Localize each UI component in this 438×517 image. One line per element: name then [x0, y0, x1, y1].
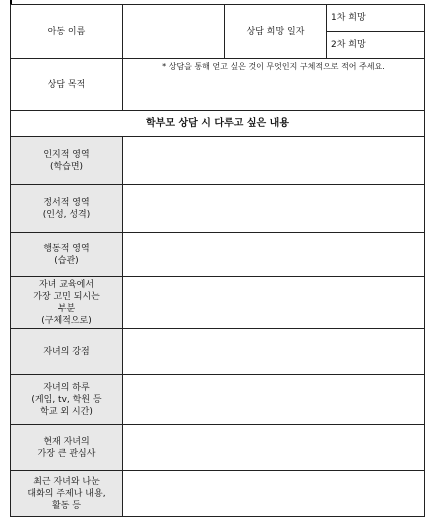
row-label-behavioral	[11, 233, 123, 277]
purpose-label: 상담 목적	[11, 59, 123, 111]
row-label-line: 현재 자녀의	[43, 436, 90, 447]
second-choice-field[interactable]	[327, 32, 425, 59]
row-label-line: 최근 자녀와 나눈	[33, 476, 100, 487]
answer-field-strengths[interactable]	[123, 329, 425, 375]
purpose-field[interactable]	[123, 59, 425, 111]
row-emotional	[11, 185, 425, 233]
child-name-field[interactable]	[123, 5, 225, 59]
first-choice-field[interactable]	[327, 5, 425, 32]
row-label-line: (인성, 성격)	[42, 209, 91, 220]
section-title: 학부모 상담 시 다루고 싶은 내용	[11, 111, 425, 137]
first-choice-label: 1차 희망	[331, 13, 366, 23]
row-label-daily	[11, 375, 123, 425]
row-label-line: 대화의 주제나 내용,	[27, 488, 106, 499]
row-label-line: 행동적 영역	[43, 243, 90, 254]
row-cognitive	[11, 137, 425, 185]
row-label-line: 자녀의 하루	[43, 382, 90, 393]
consultation-form	[10, 4, 424, 512]
row-label-line: 정서적 영역	[43, 197, 90, 208]
date-label: 상담 희망 일자	[225, 5, 327, 59]
row-label-conversation	[11, 471, 123, 517]
purpose-row	[11, 59, 425, 111]
row-label-line: 학교 외 시간)	[40, 406, 93, 417]
answer-field-emotional[interactable]	[123, 185, 425, 233]
row-strengths	[11, 329, 425, 375]
row-label-line: (학습면)	[49, 161, 84, 172]
row-concern	[11, 277, 425, 329]
row-label-cognitive	[11, 137, 123, 185]
row-label-line: 활동 등	[52, 500, 81, 511]
answer-field-interests[interactable]	[123, 425, 425, 471]
row-label-line: 가장 고민 되시는	[33, 291, 100, 302]
answer-field-behavioral[interactable]	[123, 233, 425, 277]
row-label-strengths	[11, 329, 123, 375]
row-interests	[11, 425, 425, 471]
row-label-concern	[11, 277, 123, 329]
answer-field-daily[interactable]	[123, 375, 425, 425]
answer-field-cognitive[interactable]	[123, 137, 425, 185]
row-label-line: (게임, tv, 학원 등	[31, 394, 102, 405]
section-row	[11, 111, 425, 137]
row-label-emotional	[11, 185, 123, 233]
row-label-line: 가장 큰 관심사	[37, 448, 96, 459]
row-label-line: (습관)	[54, 255, 79, 266]
row-label-line: 인지적 영역	[43, 149, 90, 160]
row-label-line: 자녀의 강점	[43, 346, 90, 357]
row-behavioral	[11, 233, 425, 277]
row-conversation	[11, 471, 425, 517]
row-label-line: (구체적으로)	[41, 315, 92, 326]
header-row-1	[11, 5, 425, 32]
row-label-line: 부분	[57, 303, 76, 314]
form-table	[10, 4, 425, 517]
child-name-label: 아동 이름	[11, 5, 123, 59]
answer-field-conversation[interactable]	[123, 471, 425, 517]
row-label-interests	[11, 425, 123, 471]
second-choice-label: 2차 희망	[331, 40, 366, 50]
row-label-line: 자녀 교육에서	[38, 279, 95, 290]
answer-field-concern[interactable]	[123, 277, 425, 329]
purpose-note: * 상담을 통해 얻고 싶은 것이 무엇인지 구체적으로 적어 주세요.	[162, 62, 385, 71]
row-daily	[11, 375, 425, 425]
